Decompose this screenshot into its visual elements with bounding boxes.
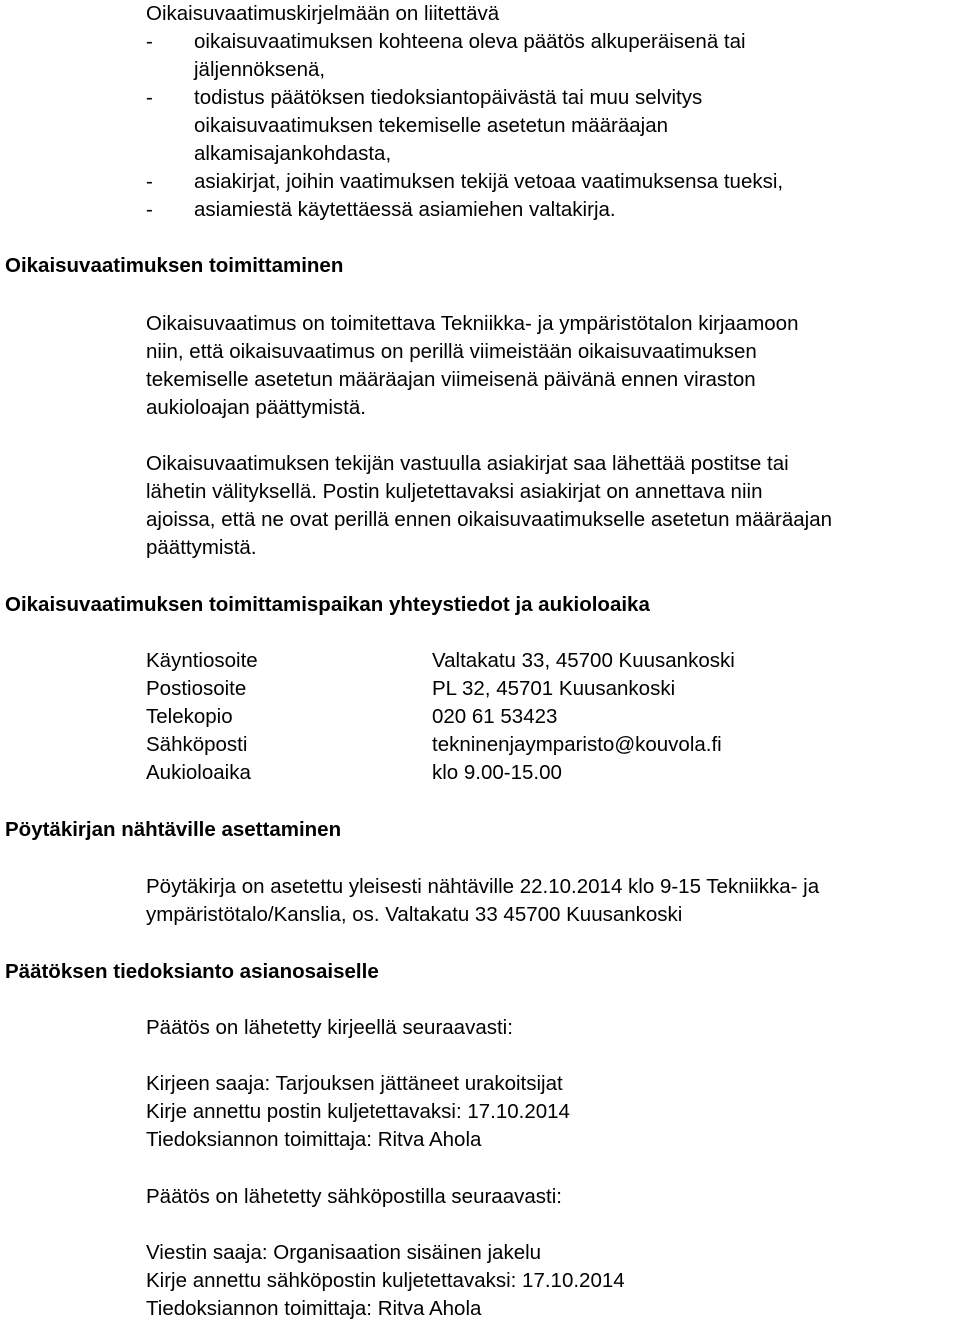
list-item-line: asiamiestä käytettäessä asiamiehen valtakirja. bbox=[194, 198, 616, 221]
section-heading-contact: Oikaisuvaatimuksen toimittamispaikan yhteystiedot ja aukioloaika bbox=[5, 593, 650, 616]
contact-value: Valtakatu 33, 45700 Kuusankoski bbox=[432, 649, 735, 672]
paragraph-line: niin, että oikaisuvaatimus on perillä viimeistään oikaisuvaatimuksen bbox=[146, 340, 757, 363]
contact-label: Postiosoite bbox=[146, 677, 247, 700]
attachments-intro: Oikaisuvaatimuskirjelmään on liitettävä bbox=[146, 2, 500, 25]
letter-detail: Kirje annettu postin kuljetettavaksi: 17.10.2014 bbox=[146, 1100, 570, 1123]
paragraph-line: päättymistä. bbox=[146, 536, 257, 559]
contact-label: Sähköposti bbox=[146, 733, 248, 756]
paragraph-line: tekemiselle asetetun määräajan viimeisenä päivänä ennen viraston bbox=[146, 368, 756, 391]
list-bullet: - bbox=[146, 30, 153, 53]
email-detail: Tiedoksiannon toimittaja: Ritva Ahola bbox=[146, 1297, 482, 1320]
paragraph-line: ajoissa, että ne ovat perillä ennen oikaisuvaatimukselle asetetun määräajan bbox=[146, 508, 833, 531]
section-heading-minutes: Pöytäkirjan nähtäville asettaminen bbox=[5, 818, 342, 841]
list-item-line: asiakirjat, joihin vaatimuksen tekijä vetoaa vaatimuksensa tueksi, bbox=[194, 170, 784, 193]
paragraph-line: lähetin välityksellä. Postin kuljetettavaksi asiakirjat on annettava niin bbox=[146, 480, 763, 503]
list-item-line: oikaisuvaatimuksen kohteena oleva päätös alkuperäisenä tai bbox=[194, 30, 746, 53]
list-item-line: jäljennöksenä, bbox=[194, 58, 326, 81]
letter-detail: Kirjeen saaja: Tarjouksen jättäneet urakoitsijat bbox=[146, 1072, 563, 1095]
paragraph-line: ympäristötalo/Kanslia, os. Valtakatu 33 45700 Kuusankoski bbox=[146, 903, 683, 926]
paragraph-line: Pöytäkirja on asetettu yleisesti nähtäville 22.10.2014 klo 9-15 Tekniikka- ja bbox=[146, 875, 820, 898]
contact-value: klo 9.00-15.00 bbox=[432, 761, 562, 784]
letter-intro: Päätös on lähetetty kirjeellä seuraavasti: bbox=[146, 1016, 513, 1039]
contact-value: 020 61 53423 bbox=[432, 705, 558, 728]
contact-value: PL 32, 45701 Kuusankoski bbox=[432, 677, 676, 700]
paragraph-line: Oikaisuvaatimus on toimitettava Tekniikka- ja ympäristötalon kirjaamoon bbox=[146, 312, 799, 335]
list-bullet: - bbox=[146, 170, 153, 193]
paragraph-line: aukioloajan päättymistä. bbox=[146, 396, 366, 419]
paragraph-line: Oikaisuvaatimuksen tekijän vastuulla asiakirjat saa lähettää postitse tai bbox=[146, 452, 789, 475]
contact-label: Telekopio bbox=[146, 705, 233, 728]
email-detail: Viestin saaja: Organisaation sisäinen jakelu bbox=[146, 1241, 542, 1264]
contact-label: Käyntiosoite bbox=[146, 649, 258, 672]
section-heading-delivery: Oikaisuvaatimuksen toimittaminen bbox=[5, 254, 344, 277]
letter-detail: Tiedoksiannon toimittaja: Ritva Ahola bbox=[146, 1128, 482, 1151]
list-item-line: todistus päätöksen tiedoksiantopäivästä tai muu selvitys bbox=[194, 86, 703, 109]
list-item-line: oikaisuvaatimuksen tekemiselle asetetun määräajan bbox=[194, 114, 669, 137]
list-bullet: - bbox=[146, 86, 153, 109]
email-detail: Kirje annettu sähköpostin kuljetettavaksi: 17.10.2014 bbox=[146, 1269, 625, 1292]
section-heading-notice: Päätöksen tiedoksianto asianosaiselle bbox=[5, 960, 379, 983]
contact-label: Aukioloaika bbox=[146, 761, 251, 784]
list-item-line: alkamisajankohdasta, bbox=[194, 142, 392, 165]
email-intro: Päätös on lähetetty sähköpostilla seuraavasti: bbox=[146, 1185, 562, 1208]
contact-value-email: tekninenjaymparisto@kouvola.fi bbox=[432, 733, 722, 756]
list-bullet: - bbox=[146, 198, 153, 221]
